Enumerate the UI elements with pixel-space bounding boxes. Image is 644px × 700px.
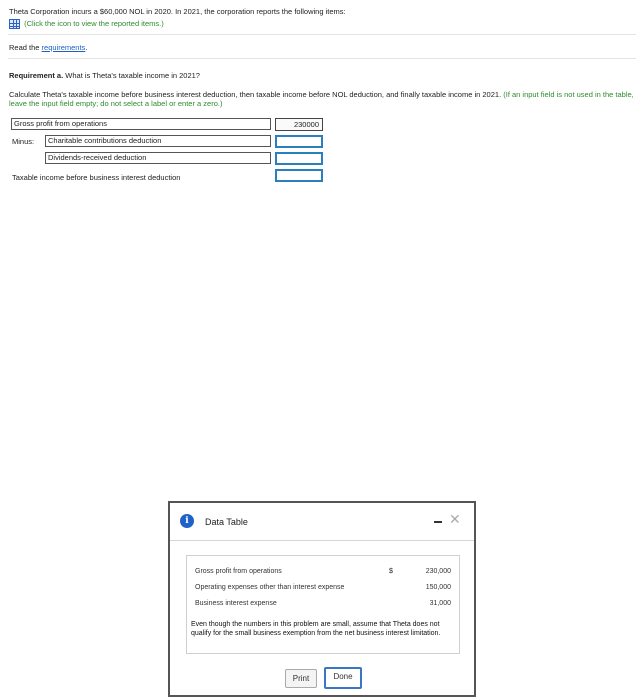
- table-value: 31,000: [429, 600, 451, 607]
- minus-label: Minus:: [12, 137, 35, 146]
- table-value: 230,000: [425, 568, 451, 575]
- data-table-note: Even though the numbers in this problem are small, assume that Theta does not qualify for the small business exemption from the net business interest limitation.: [191, 621, 441, 637]
- info-icon: i: [180, 514, 194, 528]
- dialog-header: [170, 503, 474, 541]
- data-table-link-row[interactable]: [9, 19, 164, 29]
- minimize-icon[interactable]: [434, 521, 442, 523]
- requirement-hint: (If an input field is not used in the table, leave the input field empty; do not select a label or enter a zero.): [9, 90, 634, 108]
- dividends-received-input[interactable]: [275, 152, 323, 165]
- divider: [8, 58, 636, 59]
- table-row: Business interest expense: [195, 600, 277, 607]
- data-table-dialog: [168, 501, 476, 697]
- data-table-icon[interactable]: [9, 19, 20, 29]
- requirement-instruction: Calculate Theta's taxable income before business interest deduction, then taxable income before NOL deduction, and finally taxable income in 2021. (If an input field is not used in the table, leave the input field empty; do not select a label or enter a zero.): [9, 90, 634, 108]
- read-requirements-line: Read the requirements.: [9, 43, 88, 52]
- gross-profit-input[interactable]: 230000: [275, 118, 323, 131]
- table-value: 150,000: [425, 584, 451, 591]
- dialog-title: Data Table: [205, 517, 248, 527]
- data-table-box: [186, 555, 460, 654]
- print-button[interactable]: Print: [285, 669, 317, 688]
- close-icon[interactable]: ✕: [449, 511, 461, 527]
- taxable-income-before-interest-input[interactable]: [275, 169, 323, 182]
- gross-profit-label: Gross profit from operations: [11, 118, 271, 130]
- charitable-contributions-input[interactable]: [275, 135, 323, 148]
- dividends-received-select[interactable]: Dividends-received deduction: [45, 152, 271, 164]
- intro-text: Theta Corporation incurs a $60,000 NOL in 2020. In 2021, the corporation reports the following items:: [9, 7, 346, 16]
- charitable-contributions-select[interactable]: Charitable contributions deduction: [45, 135, 271, 147]
- requirement-heading: Requirement a. What is Theta's taxable income in 2021?: [9, 71, 200, 80]
- data-table-link[interactable]: (Click the icon to view the reported items.): [24, 19, 164, 28]
- table-row: Operating expenses other than interest expense: [195, 584, 345, 591]
- divider: [8, 34, 636, 35]
- currency-symbol: $: [389, 568, 393, 575]
- table-row: Gross profit from operations: [195, 568, 282, 575]
- requirements-link[interactable]: requirements: [41, 43, 86, 52]
- done-button[interactable]: Done: [324, 667, 362, 689]
- taxable-income-before-interest-label: Taxable income before business interest deduction: [12, 173, 181, 182]
